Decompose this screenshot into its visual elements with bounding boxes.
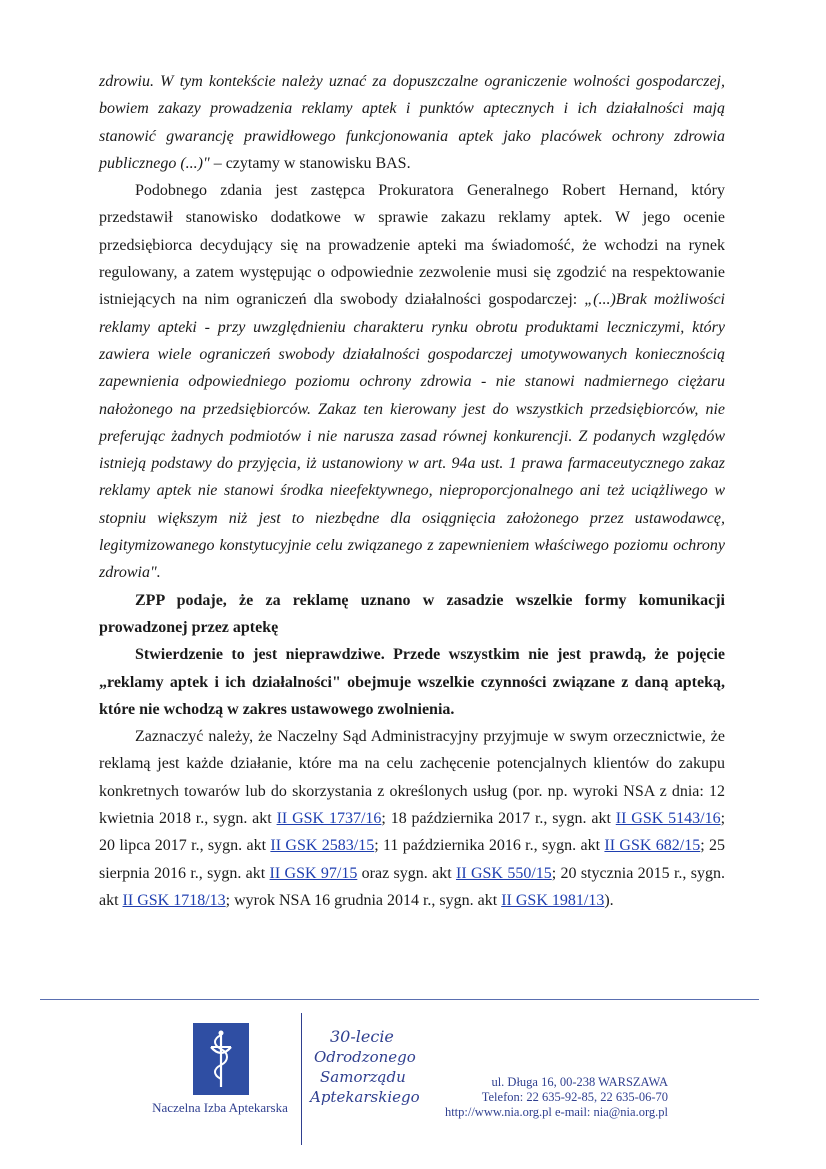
- contact-info: [408, 1075, 668, 1120]
- organization-name: Naczelna Izba Aptekarska: [152, 1100, 288, 1115]
- case-reference-link[interactable]: II GSK 682/15: [604, 837, 701, 855]
- case-reference-link[interactable]: II GSK 1718/13: [122, 891, 226, 909]
- bowl-of-hygieia-icon: [193, 1023, 249, 1095]
- case-reference-link[interactable]: II GSK 97/15: [269, 864, 358, 882]
- paragraph-rebuttal: [99, 641, 725, 723]
- text-run: ; 20 stycznia 2015 r., sygn. akt: [99, 864, 725, 909]
- anniversary-emblem: [304, 1027, 424, 1107]
- address: ul. Długa 16, 00-238 WARSZAWA: [491, 1075, 668, 1089]
- text-run: ; 20 lipca 2017 r., sygn. akt: [99, 810, 726, 855]
- body-text: [99, 68, 725, 914]
- paragraph-zpp-claim: [99, 587, 725, 642]
- footer-separator: [40, 999, 759, 1000]
- text-run: Zaznaczyć należy, że Naczelny Sąd Administracyjny przyjmuje w swym orzecznictwie, że reklamą jest każde działanie, które ma na celu zachęcenie potencjalnych klientów do zakupu konkretnych towarów lub do skorzystania z określonych usług (por. np. wyroki NSA z dnia: 12 kwietnia 2018 r., sygn. akt: [99, 728, 725, 828]
- footer-divider: [301, 1013, 302, 1145]
- case-reference-link[interactable]: II GSK 1981/13: [501, 891, 605, 909]
- text-run: ).: [604, 891, 614, 909]
- paragraph-prosecutor-position: [99, 177, 725, 586]
- anniversary-line: Samorządu: [320, 1068, 406, 1086]
- bold-text: ZPP podaje, że za reklamę uznano w zasadzie wszelkie formy komunikacji prowadzonej przez aptekę: [99, 591, 725, 636]
- anniversary-line: Odrodzonego: [314, 1048, 416, 1066]
- phone: Telefon: 22 635-92-85, 22 635-06-70: [481, 1090, 668, 1104]
- web-email[interactable]: http://www.nia.org.pl e-mail: nia@nia.org.pl: [444, 1105, 668, 1119]
- quoted-text: „(...)Brak możliwości reklamy apteki - przy uwzględnieniu charakteru rynku obrotu produktami leczniczymi, który zawiera wiele ograniczeń swobody działalności gospodarczej umotywowanych koniecznością zapewnienia odpowiedniego poziomu ochrony zdrowia - nie stanowi nadmiernego ciężaru nałożonego na przedsiębiorców. Zakaz ten kierowany jest do wszystkich przedsiębiorców, nie preferując żadnych podmiotów i nie narusza zasad równej konkurencji. Z podanych względów istnieją podstawy do przyjęcia, iż ustanowiony w art. 94a ust. 1 prawa farmaceutycznego zakaz reklamy aptek nie stanowi środka nieefektywnego, nieproporcjonalnego ani też uciążliwego w stopniu większym niż jest to niezbędne dla osiągnięcia założonego przez ustawodawcę, legitymizowanego konstytucyjnie celu związanego z zapewnieniem właściwego poziomu ochrony zdrowia".: [99, 291, 725, 582]
- quoted-text: zdrowiu. W tym kontekście należy uznać za dopuszczalne ograniczenie wolności gospodarczej, bowiem zakazy prowadzenia reklamy aptek i punktów aptecznych i ich działalności mają stanowić gwarancję prawidłowego funkcjonowania aptek jako placówek ochrony zdrowia publicznego (...)": [99, 73, 725, 172]
- text-run: ; 25 sierpnia 2016 r., sygn. akt: [99, 837, 726, 882]
- text-run: ; 11 października 2016 r., sygn. akt: [374, 837, 605, 855]
- text-run: Podobnego zdania jest zastępca Prokuratora Generalnego Robert Hernand, który przedstawił stanowisko dodatkowe w sprawie zakazu reklamy aptek. W jego ocenie przedsiębiorca decydujący się na prowadzenie apteki ma świadomość, że wchodzi na rynek regulowany, a zatem występując o odpowiednie zezwolenie musi się zgodzić na respektowanie istniejących na nim ograniczeń dla swobody działalności gospodarczej:: [99, 182, 725, 309]
- paragraph-bas-quote: [99, 68, 725, 177]
- text-run: – czytamy w stanowisku BAS.: [209, 154, 411, 172]
- anniversary-line: Aptekarskiego: [310, 1088, 420, 1106]
- nia-logo: [193, 1023, 249, 1095]
- case-reference-link[interactable]: II GSK 2583/15: [270, 837, 375, 855]
- text-run: ; 18 października 2017 r., sygn. akt: [381, 810, 616, 828]
- bold-text: Stwierdzenie to jest nieprawdziwe. Przede wszystkim nie jest prawdą, że pojęcie „reklamy aptek i ich działalności" obejmuje wszelkie czynności związane z daną apteką, które nie wchodzą w zakres ustawowego zwolnienia.: [99, 646, 725, 718]
- text-run: oraz sygn. akt: [357, 864, 456, 882]
- letterhead-footer: [0, 1005, 826, 1155]
- case-reference-link[interactable]: II GSK 550/15: [455, 864, 552, 882]
- paragraph-nsa-rulings: [99, 723, 725, 914]
- case-reference-link[interactable]: II GSK 5143/16: [615, 810, 721, 828]
- text-run: ; wyrok NSA 16 grudnia 2014 r., sygn. akt: [225, 891, 502, 909]
- anniversary-line: 30-lecie: [330, 1027, 394, 1046]
- case-reference-link[interactable]: II GSK 1737/16: [276, 810, 382, 828]
